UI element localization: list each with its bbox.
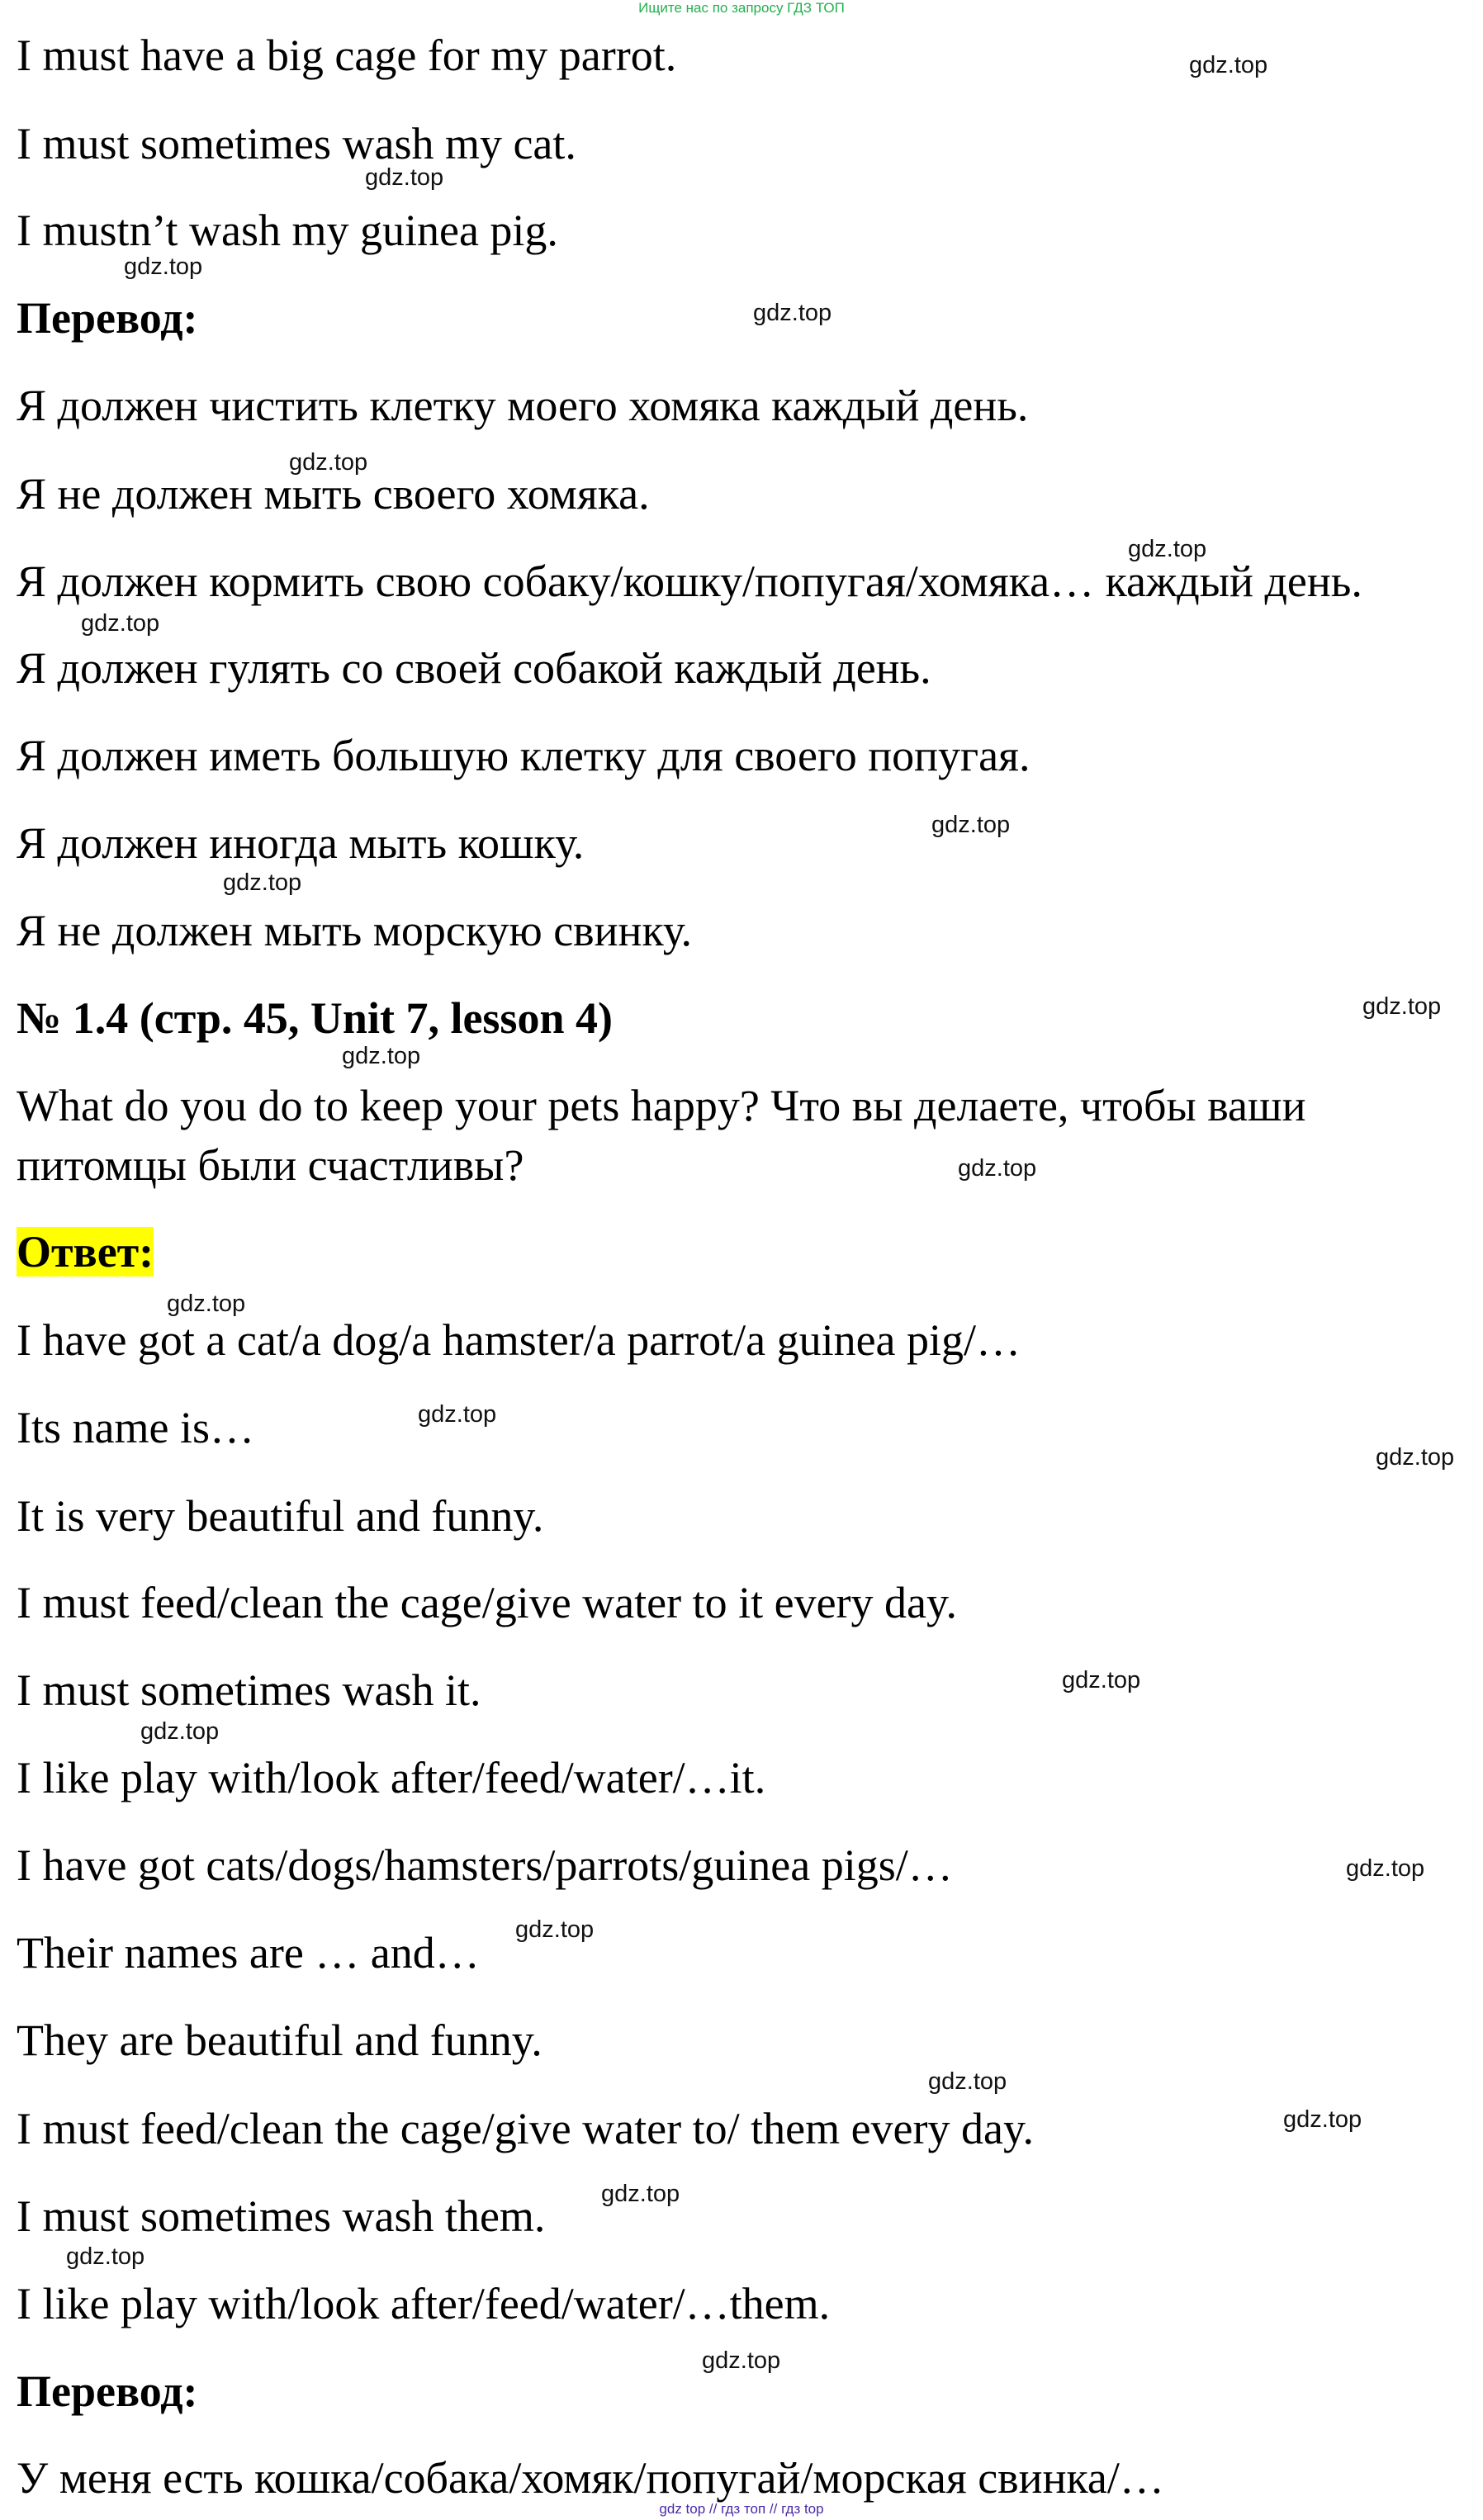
answer-line: I like play with/look after/feed/water/…it. bbox=[17, 1753, 766, 1802]
translation-line: Я не должен мыть своего хомяка. bbox=[17, 469, 650, 519]
text-line: I must sometimes wash my cat. bbox=[17, 119, 576, 168]
translation-line: Я должен кормить свою собаку/кошку/попугая/хомяка… каждый день. bbox=[17, 557, 1362, 606]
answer-line: I like play with/look after/feed/water/…them. bbox=[17, 2279, 831, 2328]
watermark-label: gdz.top bbox=[702, 2347, 781, 2374]
watermark-label: gdz.top bbox=[342, 1043, 421, 1069]
answer-line: It is very beautiful and funny. bbox=[17, 1491, 544, 1541]
watermark-label: gdz.top bbox=[1189, 52, 1268, 78]
translation-line: Я должен иногда мыть кошку. bbox=[17, 818, 585, 868]
answer-line: I must sometimes wash it. bbox=[17, 1665, 481, 1715]
translation-line: Я должен иметь большую клетку для своего попугая. bbox=[17, 731, 1031, 780]
answer-line: I have got cats/dogs/hamsters/parrots/guinea pigs/… bbox=[17, 1840, 953, 1890]
answer-label bbox=[17, 1226, 154, 1277]
watermark-label: gdz.top bbox=[81, 610, 160, 637]
watermark-label: gdz.top bbox=[928, 2068, 1007, 2095]
watermark-label: gdz.top bbox=[601, 2181, 680, 2207]
watermark-label: gdz.top bbox=[124, 253, 203, 280]
text-line: I must have a big cage for my parrot. bbox=[17, 31, 677, 80]
translation-line: Я не должен мыть морскую свинку. bbox=[17, 906, 693, 955]
watermark-label: gdz.top bbox=[1376, 1444, 1455, 1471]
watermark-label: gdz.top bbox=[167, 1291, 246, 1317]
answer-line: I have got a cat/a dog/a hamster/a parrot/a guinea pig/… bbox=[17, 1315, 1021, 1365]
watermark-label: gdz.top bbox=[1362, 993, 1442, 1020]
answer-line: I must sometimes wash them. bbox=[17, 2191, 546, 2241]
answer-line: Its name is… bbox=[17, 1403, 254, 1452]
answer-line: I must feed/clean the cage/give water to/ them every day. bbox=[17, 2104, 1034, 2153]
watermark-label: gdz.top bbox=[1346, 1855, 1425, 1882]
translation-line: Я должен чистить клетку моего хомяка каждый день. bbox=[17, 381, 1029, 430]
watermark-label: gdz.top bbox=[223, 869, 302, 896]
translation-heading: Перевод: bbox=[17, 293, 198, 343]
answer-line: I must feed/clean the cage/give water to it every day. bbox=[17, 1578, 957, 1627]
answer-line: They are beautiful and funny. bbox=[17, 2016, 543, 2065]
watermark-label: gdz.top bbox=[958, 1155, 1037, 1182]
watermark-label: gdz.top bbox=[365, 164, 444, 191]
watermark-label: gdz.top bbox=[515, 1916, 595, 1943]
watermark-label: gdz.top bbox=[418, 1401, 497, 1428]
translation-line: У меня есть кошка/собака/хомяк/попугай/морская свинка/… bbox=[17, 2453, 1164, 2503]
text-line: I mustn’t wash my guinea pig. bbox=[17, 206, 558, 255]
answer-line: Their names are … and… bbox=[17, 1928, 480, 1978]
question-line: питомцы были счастливы? bbox=[17, 1140, 524, 1190]
bottom-promo-note: gdz top // гдз топ // гдз top bbox=[659, 2501, 824, 2517]
translation-line: Я должен гулять со своей собакой каждый день. bbox=[17, 643, 931, 693]
watermark-label: gdz.top bbox=[289, 449, 368, 476]
question-line: What do you do to keep your pets happy? Что вы делаете, чтобы ваши bbox=[17, 1081, 1306, 1130]
watermark-label: gdz.top bbox=[140, 1718, 220, 1745]
watermark-label: gdz.top bbox=[1283, 2106, 1362, 2133]
watermark-label: gdz.top bbox=[66, 2243, 145, 2270]
top-promo-note: Ищите нас по запросу ГДЗ ТОП bbox=[638, 0, 845, 16]
watermark-label: gdz.top bbox=[1128, 536, 1207, 562]
watermark-label: gdz.top bbox=[931, 812, 1011, 838]
answer-label-highlight: Ответ: bbox=[17, 1227, 154, 1277]
exercise-title: № 1.4 (стр. 45, Unit 7, lesson 4) bbox=[17, 993, 613, 1043]
watermark-label: gdz.top bbox=[753, 300, 832, 326]
translation-heading: Перевод: bbox=[17, 2366, 198, 2416]
watermark-label: gdz.top bbox=[1062, 1667, 1141, 1693]
